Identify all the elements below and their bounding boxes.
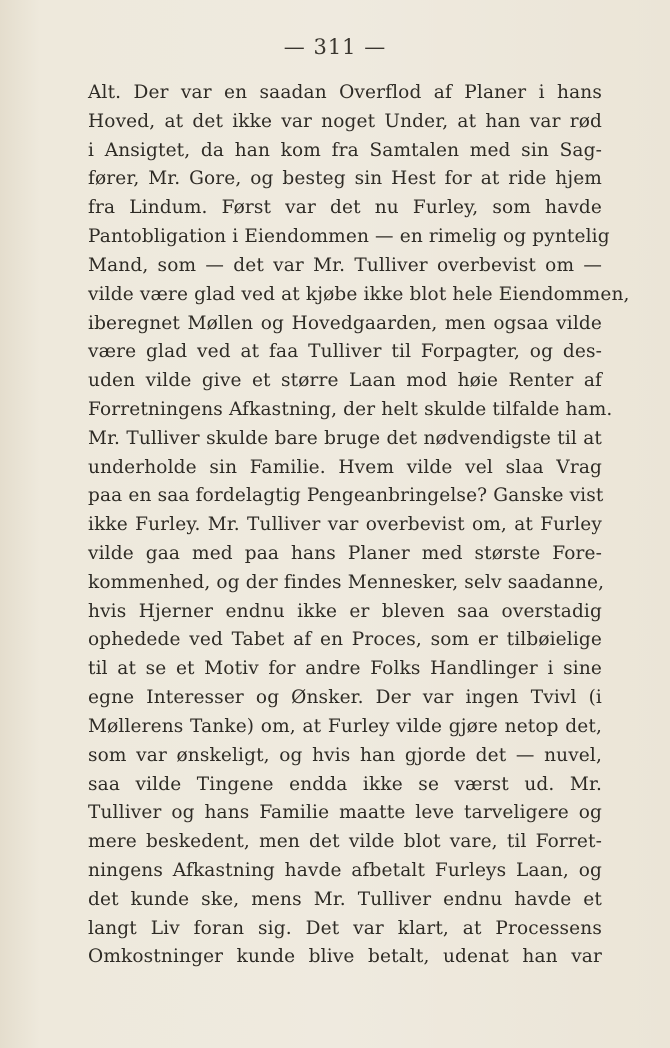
text-line: Pantobligation i Eiendommen — en rimelig og pyntelig [88,226,610,248]
text-line: hvis Hjerner endnu ikke er bleven saa overstadig [88,600,602,622]
body-text [88,79,630,972]
text-line: Forretningens Afkastning, der helt skulde tilfalde ham. [88,398,613,420]
text-line: mere beskedent, men det vilde blot vare, til Forret- [88,831,602,853]
text-line: Omkostninger kunde blive betalt, udenat han var [88,946,602,968]
text-line: som var ønskeligt, og hvis han gjorde det — nuvel, [88,744,602,766]
text-line: vilde gaa med paa hans Planer med største Fore- [88,543,602,564]
text-line: uden vilde give et større Laan mod høie Renter af [88,370,602,392]
text-line: egne Interesser og Ønsker. Der var ingen Tvivl (i [88,687,602,709]
text-line: ningens Afkastning havde afbetalt Furleys Laan, og [88,859,602,881]
text-line: Alt. Der var en saadan Overflod af Planer i hans [88,82,602,103]
text-line: Hoved, at det ikke var noget Under, at han var rød [88,110,602,132]
text-line: paa en saa fordelagtig Pengeanbringelse? Ganske vist [88,485,604,507]
text-line: ikke Furley. Mr. Tulliver var overbevist om, at Furley [88,514,602,536]
text-line: Mr. Tulliver skulde bare bruge det nødvendigste til at [88,427,602,449]
text-line: underholde sin Familie. Hvem vilde vel slaa Vrag [88,456,602,478]
text-line: til at se et Motiv for andre Folks Handlinger i sine [88,658,602,680]
text-line: fra Lindum. Først var det nu Furley, som havde [88,197,602,219]
text-line: i Ansigtet, da han kom fra Samtalen med sin Sag- [88,139,602,161]
text-line: kommenhed, og der findes Mennesker, selv saadanne, [88,571,605,593]
text-line: ophedede ved Tabet af en Proces, som er tilbøielige [88,629,602,651]
text-line: det kunde ske, mens Mr. Tulliver endnu havde et [88,888,602,910]
text-line: iberegnet Møllen og Hovedgaarden, men ogsaa vilde [88,312,602,334]
text-line: Møllerens Tanke) om, at Furley vilde gjøre netop det, [88,715,602,737]
text-line: være glad ved at faa Tulliver til Forpagter, og des- [88,341,602,363]
text-line: saa vilde Tingene endda ikke se værst ud. Mr. [88,773,602,795]
text-line: Mand, som — det var Mr. Tulliver overbevist om — [88,254,602,276]
text-line: fører, Mr. Gore, og besteg sin Hest for at ride hjem [88,168,602,190]
page-number: — 311 — [283,35,387,59]
text-line: langt Liv foran sig. Det var klart, at Processens [88,917,602,939]
text-line: vilde være glad ved at kjøbe ikke blot hele Eiendommen, [88,283,630,305]
text-line: Tulliver og hans Familie maatte leve tarveligere og [88,802,602,824]
